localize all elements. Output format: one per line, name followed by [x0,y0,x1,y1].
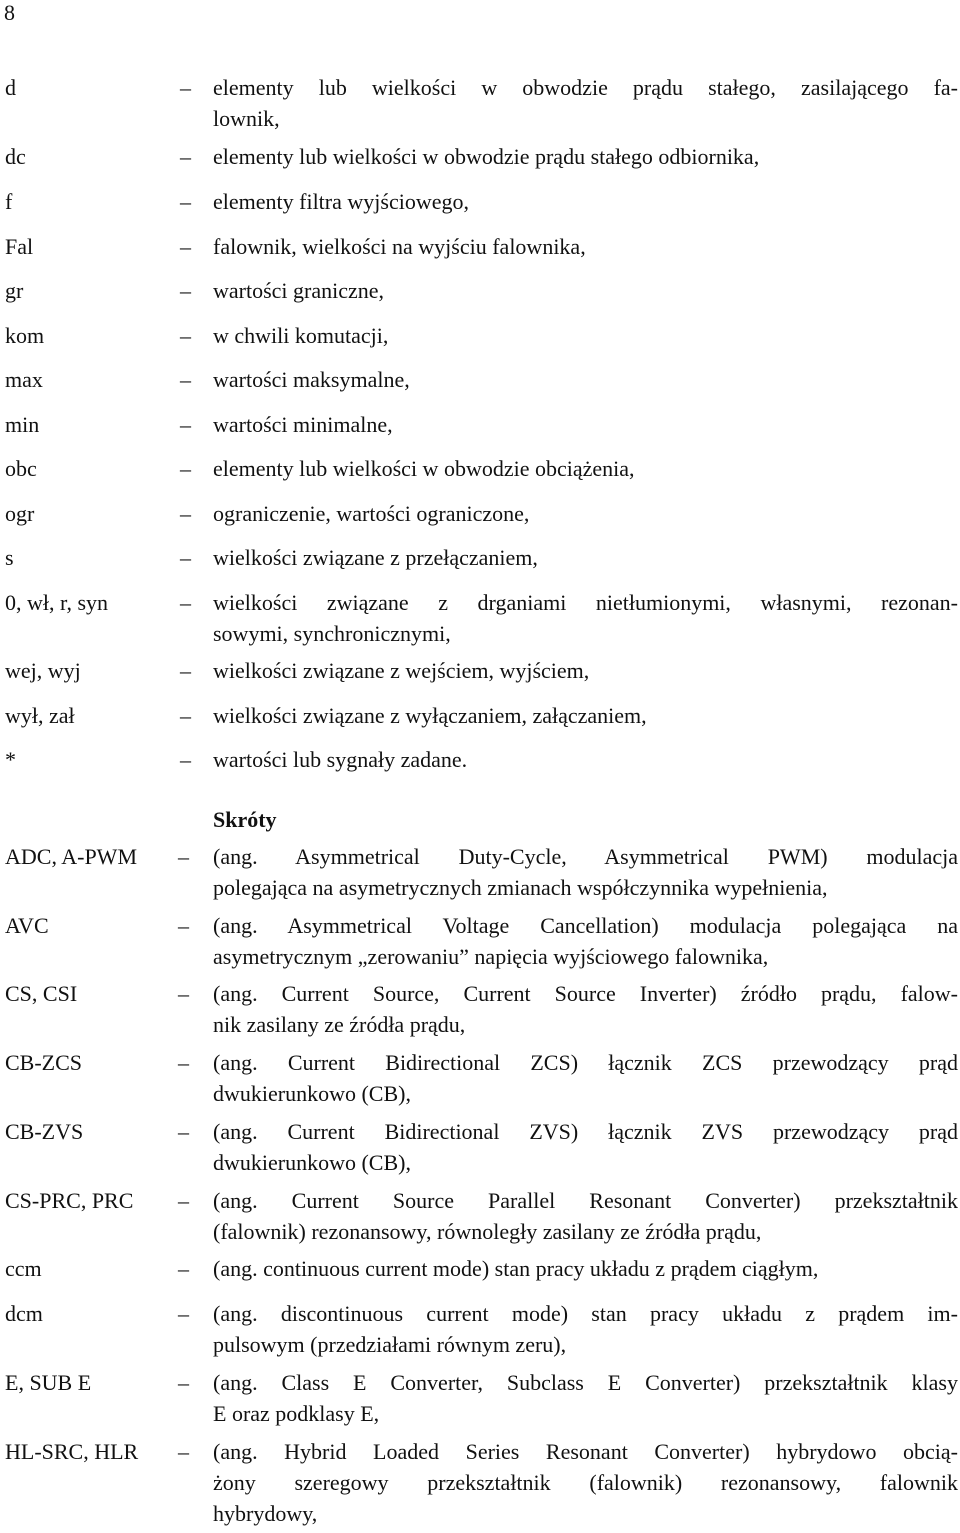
subscript-definition [213,498,958,529]
subscript-term: dc [5,144,26,169]
subscript-definition [213,587,958,649]
dash-separator: – [178,1188,189,1213]
abbreviation-term: CB-ZVS [5,1119,84,1144]
abbreviation-term: CS, CSI [5,981,78,1006]
dash-separator: – [180,703,191,728]
subscript-definition [213,744,958,775]
definition-line: polegająca na asymetrycznych zmianach współczynnika wypełnienia, [213,875,828,900]
dash-separator: – [178,1256,189,1281]
dash-separator: – [180,189,191,214]
abbreviation-term: CS-PRC, PRC [5,1188,134,1213]
abbreviations-heading: Skróty [213,807,277,832]
abbreviation-definition [213,1253,958,1284]
definition-line: (ang. Asymmetrical Voltage Cancellation) modulacja polegająca na [213,913,958,938]
abbreviation-definition [213,1436,958,1529]
dash-separator: – [178,981,189,1006]
definition-line: (ang. Current Source, Current Source Inverter) źródło prądu, falow- [213,981,958,1006]
definition-line: wartości maksymalne, [213,367,410,392]
page-number: 8 [4,0,15,25]
subscript-term: * [5,747,16,772]
definition-line: (ang. Class E Converter, Subclass E Converter) przekształtnik klasy [213,1370,958,1395]
subscript-definition [213,320,958,351]
abbreviation-term: dcm [5,1301,43,1326]
abbreviation-definition [213,1047,958,1109]
definition-line: sowymi, synchronicznymi, [213,621,451,646]
subscript-term: f [5,189,13,214]
dash-separator: – [180,658,191,683]
abbreviation-term: E, SUB E [5,1370,92,1395]
definition-line: (falownik) rezonansowy, równoległy zasilany ze źródła prądu, [213,1219,762,1244]
subscript-definition [213,186,958,217]
definition-line: dwukierunkowo (CB), [213,1150,411,1175]
dash-separator: – [180,367,191,392]
subscript-term: s [5,545,14,570]
abbreviation-term: CB-ZCS [5,1050,83,1075]
abbreviation-definition [213,978,958,1040]
definition-line: elementy lub wielkości w obwodzie obciążenia, [213,456,635,481]
definition-line: wartości graniczne, [213,278,385,303]
subscript-term: obc [5,456,37,481]
abbreviation-definition [213,1185,958,1247]
dash-separator: – [178,1050,189,1075]
subscript-definition [213,655,958,686]
subscript-definition [213,141,958,172]
definition-line: (ang. Asymmetrical Duty-Cycle, Asymmetrical PWM) modulacja [213,844,958,869]
abbreviation-definition [213,1116,958,1178]
abbreviation-definition [213,1367,958,1429]
definition-line: wielkości związane z wyłączaniem, załączaniem, [213,703,647,728]
dash-separator: – [180,456,191,481]
dash-separator: – [178,844,189,869]
subscript-term: kom [5,323,45,348]
abbreviation-definition [213,910,958,972]
dash-separator: – [180,75,191,100]
subscript-term: wył, zał [5,703,75,728]
dash-separator: – [178,1301,189,1326]
definition-line: falownik, wielkości na wyjściu falownika, [213,234,586,259]
definition-line: wielkości związane z przełączaniem, [213,545,538,570]
definition-line: (ang. Hybrid Loaded Series Resonant Converter) hybrydowo obcią- [213,1439,958,1464]
definition-line: (ang. discontinuous current mode) stan pracy układu z prądem im- [213,1301,958,1326]
subscript-term: ogr [5,501,35,526]
subscript-term: gr [5,278,24,303]
definition-line: (ang. Current Source Parallel Resonant Converter) przekształtnik [213,1188,958,1213]
subscript-definition [213,72,958,134]
definition-line: asymetrycznym „zerowaniu” napięcia wyjściowego falownika, [213,944,769,969]
dash-separator: – [180,278,191,303]
definition-line: elementy lub wielkości w obwodzie prądu stałego odbiornika, [213,144,760,169]
subscript-term: Fal [5,234,34,259]
definition-line: (ang. Current Bidirectional ZCS) łącznik ZCS przewodzący prąd [213,1050,958,1075]
subscript-term: min [5,412,40,437]
definition-line: wielkości związane z drganiami nietłumionymi, własnymi, rezonan- [213,590,958,615]
subscript-definition [213,453,958,484]
definition-line: wielkości związane z wejściem, wyjściem, [213,658,590,683]
definition-line: żony szeregowy przekształtnik (falownik) rezonansowy, falownik [213,1470,958,1495]
definition-line: lownik, [213,106,280,131]
subscript-term: d [5,75,16,100]
subscript-definition [213,275,958,306]
definition-line: (ang. continuous current mode) stan pracy układu z prądem ciągłym, [213,1256,819,1281]
subscript-term: wej, wyj [5,658,81,683]
definition-line: dwukierunkowo (CB), [213,1081,411,1106]
abbreviation-term: HL-SRC, HLR [5,1439,139,1464]
dash-separator: – [180,501,191,526]
definition-line: wartości lub sygnały zadane. [213,747,468,772]
definition-line: (ang. Current Bidirectional ZVS) łącznik ZVS przewodzący prąd [213,1119,958,1144]
dash-separator: – [178,913,189,938]
dash-separator: – [178,1370,189,1395]
dash-separator: – [180,747,191,772]
abbreviation-term: ccm [5,1256,42,1281]
dash-separator: – [180,545,191,570]
abbreviation-term: AVC [5,913,49,938]
dash-separator: – [180,412,191,437]
definition-line: hybrydowy, [213,1501,318,1526]
subscript-term: max [5,367,43,392]
definition-line: ograniczenie, wartości ograniczone, [213,501,530,526]
dash-separator: – [178,1439,189,1464]
subscript-definition [213,700,958,731]
dash-separator: – [178,1119,189,1144]
dash-separator: – [180,234,191,259]
dash-separator: – [180,323,191,348]
definition-line: wartości minimalne, [213,412,393,437]
dash-separator: – [180,590,191,615]
dash-separator: – [180,144,191,169]
definition-line: w chwili komutacji, [213,323,389,348]
definition-line: elementy filtra wyjściowego, [213,189,469,214]
subscript-definition [213,364,958,395]
abbreviation-definition [213,841,958,903]
abbreviation-definition [213,1298,958,1360]
definition-line: elementy lub wielkości w obwodzie prądu stałego, zasilającego fa- [213,75,958,100]
definition-line: pulsowym (przedziałami równym zeru), [213,1332,567,1357]
subscript-definition [213,542,958,573]
subscript-term: 0, wł, r, syn [5,590,109,615]
subscript-definition [213,409,958,440]
definition-line: E oraz podklasy E, [213,1401,380,1426]
subscript-definition [213,231,958,262]
definition-line: nik zasilany ze źródła prądu, [213,1012,466,1037]
abbreviation-term: ADC, A-PWM [5,844,138,869]
